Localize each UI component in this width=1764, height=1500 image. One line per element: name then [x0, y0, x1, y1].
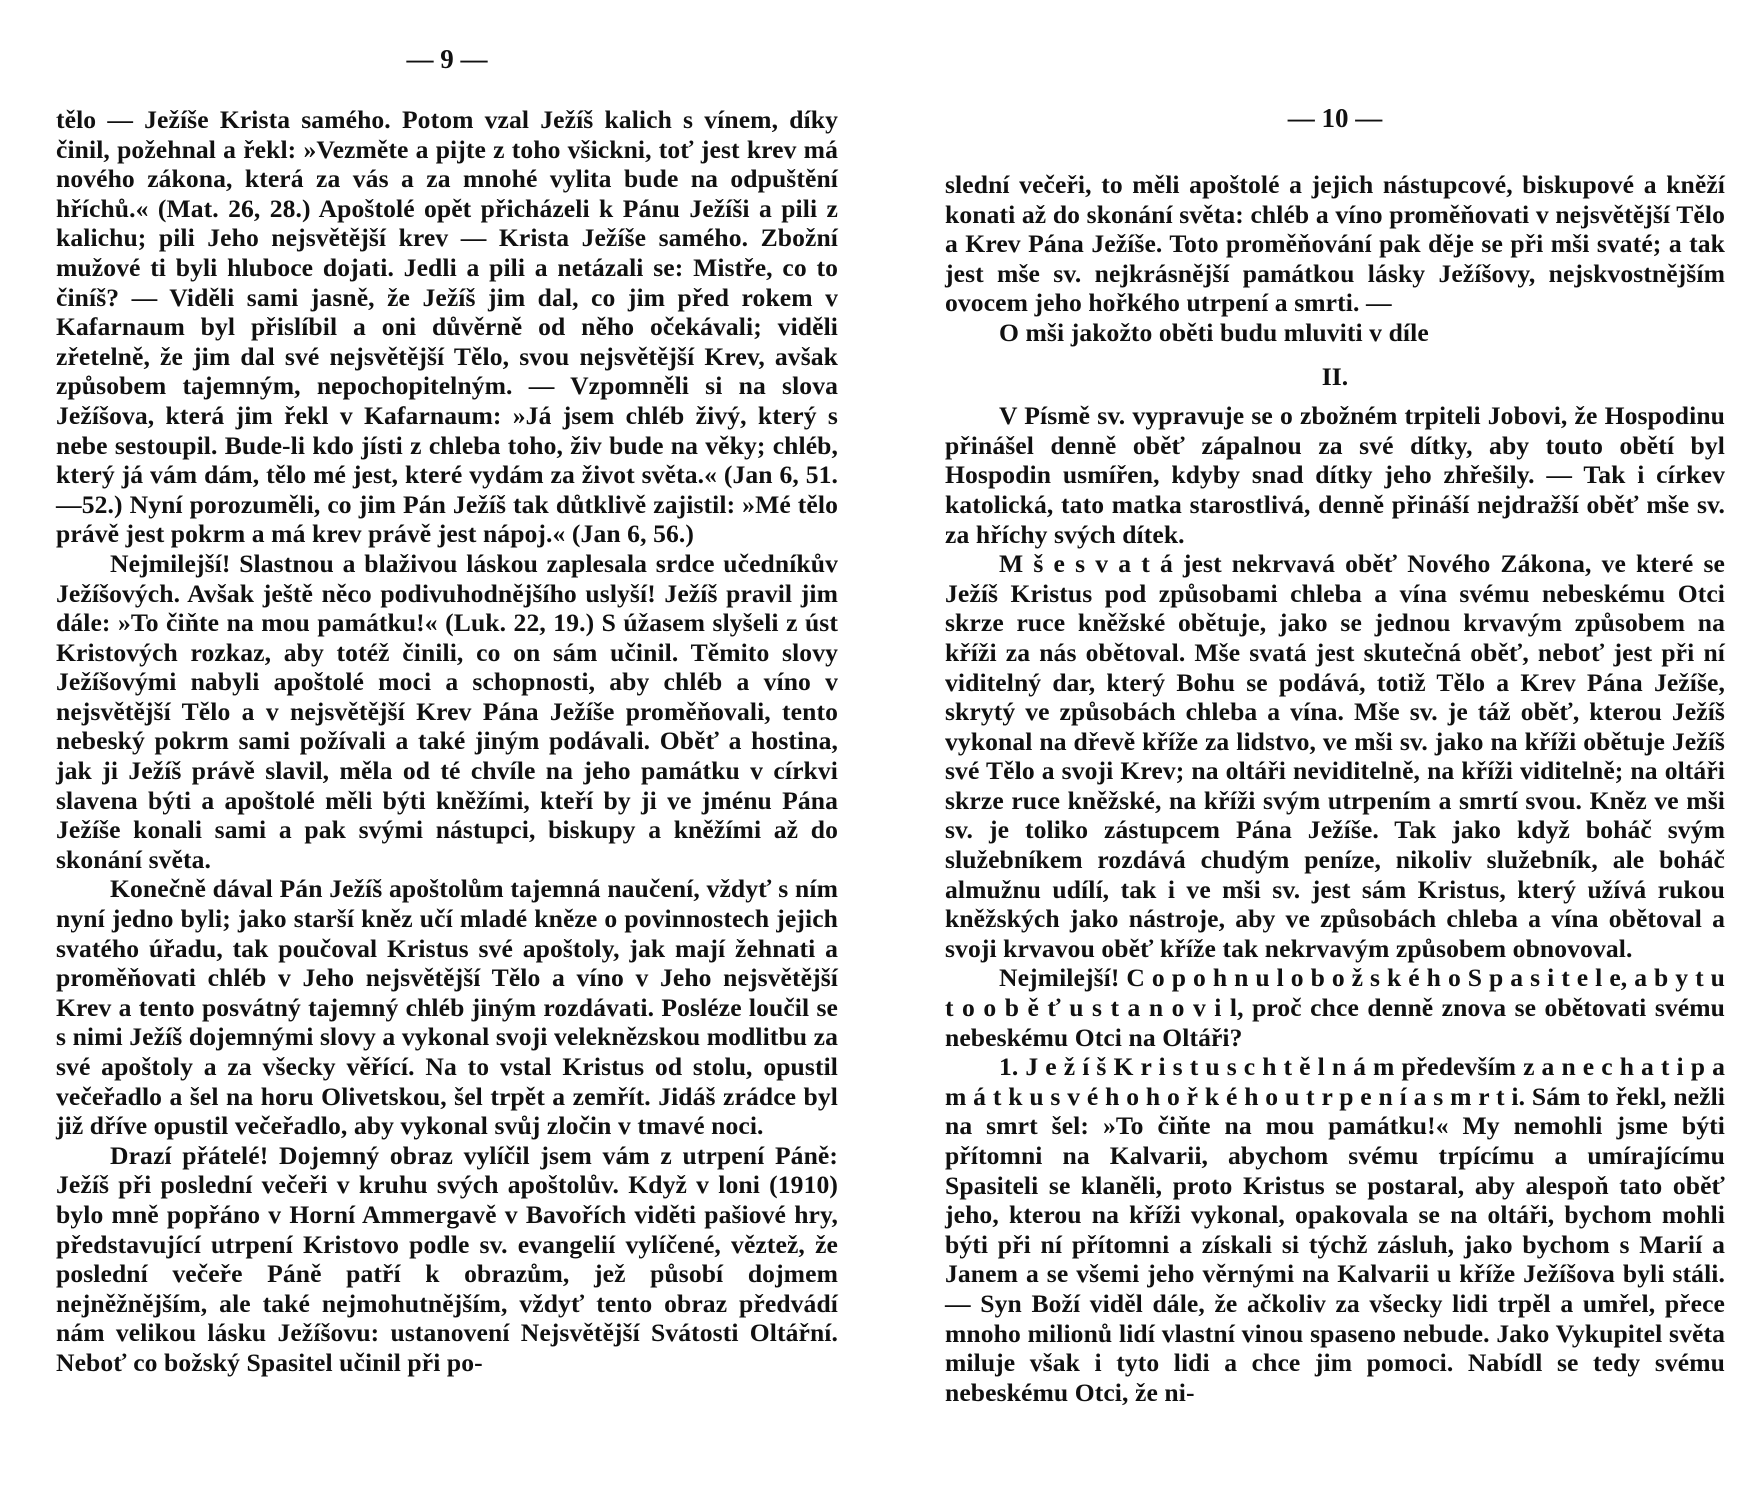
paragraph: M š e s v a t á jest nekrvavá oběť Nového Zákona, ve které se Ježíš Kristus pod způsobami chleba a vína svému nebeskému Otci skrze ruce kněžské obětuje, jako se jednou krvavým způsobem na kříži za nás obětoval. Mše svatá jest skutečná oběť, neboť jest při ní viditelný dar, který Bohu se podává, totiž Tělo a Krev Pána Ježíše, skrytý ve způsobách chleba a vína. Mše sv. je táž oběť, kterou Ježíš vykonal na dřevě kříže za lidstvo, ve mši sv. jako na kříži obětuje Ježíš své Tělo a svoji Krev; na oltáři neviditelně, na kříži viditelně; na oltáři skrze ruce kněžské, na kříži svým utrpením a smrtí svou. Kněz ve mši sv. je toliko zástupcem Pána Ježíše. Tak jako když boháč svým služebníkem rozdává chudým peníze, nikoliv služebník, ale boháč almužnu udílí, tak i ve mši sv. jest sám Kristus, který užívá rukou kněžských jako nástroje, aby ve způsobách chleba a vína obětoval a svoji krvavou oběť kříže tak nekrvavým způsobem obnovoval.	[945, 549, 1725, 963]
paragraph: tělo — Ježíše Krista samého. Potom vzal Ježíš kalich s vínem, díky činil, požehnal a řekl: »Vezměte a pijte z toho všickni, toť jest krev má nového zákona, která za vás a za mnohé vylita bude na odpuštění hříchů.« (Mat. 26, 28.) Apoštolé opět přicházeli k Pánu Ježíši a pili z kalichu; pili Jeho nejsvětější krev — Krista Ježíše samého. Zbožní mužové ti byli hluboce dojati. Jedli a pili a netázali se: Mistře, co to činíš? — Viděli sami jasně, že Ježíš jim dal, co jim před rokem v Kafarnaum byl přislíbil a oni důvěrně od něho očekávali; viděli zřetelně, že jim dal své nejsvětější Tělo, svou nejsvětější Krev, avšak způsobem tajemným, nepochopitelným. — Vzpomněli si na slova Ježíšova, která jim řekl v Kafarnaum: »Já jsem chléb živý, který s nebe sestoupil. Bude-li kdo jísti z chleba toho, živ bude na věky; chléb, který já vám dám, tělo mé jest, které vydám za život světa.« (Jan 6, 51.—52.) Nyní porozuměli, co jim Pán Ježíš tak důtklivě zajistil: »Mé tělo právě jest pokrm a má krev právě jest nápoj.« (Jan 6, 56.)	[56, 105, 838, 549]
section-heading: II.	[1321, 361, 1349, 391]
page-body	[56, 105, 838, 1378]
paragraph: Nejmilejší! Slastnou a blaživou láskou zaplesala srdce učedníkův Ježíšových. Avšak ještě něco podivuhodnějšího uslyší! Ježíš pravil jim dále: »To čiňte na mou památku!« (Luk. 22, 19.) S úžasem slyšeli z úst Kristových rozkaz, aby totéž činili, co on sám učinil. Těmito slovy Ježíšovými nabyli apoštolé moci a schopnosti, aby chléb a víno v nejsvětější Tělo a v nejsvětější Krev Pána Ježíše proměňovali, tento nebeský pokrm sami požívali a také jiným podávali. Oběť a hostina, jak ji Ježíš právě slavil, měla od té chvíle na jeho památku v církvi slavena býti a apoštolé měli býti kněžími, kteří by ji ve jménu Pána Ježíše konali sami a pak svými nástupci, biskupy a kněžími až do skonání světa.	[56, 548, 838, 874]
paragraph: slední večeři, to měli apoštolé a jejich nástupcové, biskupové a kněží konati až do skonání světa: chléb a víno proměňovati v nejsvětější Tělo a Krev Pána Ježíše. Toto proměňování pak děje se při mši svaté; a tak jest mše sv. nejkrásnější památkou lásky Ježíšovy, nejskvostnějším ovocem jeho hořkého utrpení a smrti. —	[945, 170, 1725, 318]
paragraph: Konečně dával Pán Ježíš apoštolům tajemná naučení, vždyť s ním nyní jedno byli; jako starší kněz učí mladé kněze o povinnostech jejich svatého úřadu, tak poučoval Kristus své apoštoly, jak mají žehnati a proměňovati chléb v Jeho nejsvětější Tělo a víno v Jeho nejsvětější Krev a tento posvátný tajemný chléb jiným rozdávati. Posléze loučil se s nimi Ježíš dojemnými slovy a vykonal svoji veleknězskou modlitbu za své apoštoly a za všecky věřící. Na to vstal Kristus od stolu, opustil večeřadlo a šel na horu Olivetskou, šel trpět a zemřít. Jidáš zrádce byl již dříve opustil večeřadlo, aby vykonal svůj zločin v tmavé noci.	[56, 874, 838, 1141]
page-body	[945, 170, 1725, 1407]
paragraph: Drazí přátelé! Dojemný obraz vylíčil jsem vám z utrpení Páně: Ježíš při poslední večeři v kruhu svých apoštolův. Když v loni (1910) bylo mně popřáno v Horní Ammergavě v Bavořích viděti pašiové hry, představující utrpení Kristovo podle sv. evangelií vylíčené, věztež, že poslední večeře Páně patří k obrazům, jež působí dojmem nejněžnějším, ale také nejmohutnějším, vždyť tento obraz předvádí nám velikou lásku Ježíšovu: ustanovení Nejsvětější Svátosti Oltářní. Neboť co božský Spasitel učinil při po-	[56, 1140, 838, 1377]
paragraph: Nejmilejší! C o p o h n u l o b o ž s k é h o S p a s i t e l e, a b y t u t o o b ě ť u s t a n o v i l, proč chce denně znova se obětovati svému nebeskému Otci na Oltáři?	[945, 963, 1725, 1052]
paragraph: 1. J e ž í š K r i s t u s c h t ě l n á m především z a n e c h a t i p a m á t k u s v é h o h o ř k é h o u t r p e n í a s m r t i. Sám to řekl, nežli na smrt šel: »To čiňte na mou památku!« My nemohli jsme býti přítomni na Kalvarii, abychom svému trpícímu a umírajícímu Spasiteli se klaněli, proto Kristus se postaral, aby alespoň tato oběť jeho, kterou na kříži vykonal, opakovala se na oltáři, bychom mohli býti při ní přítomni a získali si týchž zásluh, jako bychom s Marií a Janem a se všemi jeho věrnými na Kalvarii u kříže Ježíšova byli stáli. — Syn Boží viděl dále, že ačkoliv za všecky lidi trpěl a umřel, přece mnoho milionů lidí vlastní vinou spaseno nebude. Jako Vykupitel světa miluje však i tyto lidi a chce jim pomoci. Nabídl se tedy svému nebeskému Otci, že ni-	[945, 1052, 1725, 1407]
paragraph: O mši jakožto oběti budu mluviti v díle	[999, 317, 1429, 347]
page-number: — 9 —	[406, 44, 488, 74]
paragraph: V Písmě sv. vypravuje se o zbožném trpiteli Jobovi, že Hospodinu přinášel denně oběť zápalnou za své dítky, aby touto obětí byl Hospodin usmířen, kdyby snad dítky jeho zhřešily. — Tak i církev katolická, tato matka starostlivá, denně přináší nejdražší oběť mše sv. za hříchy svých dítek.	[945, 401, 1725, 549]
page-number: — 10 —	[1287, 103, 1383, 133]
